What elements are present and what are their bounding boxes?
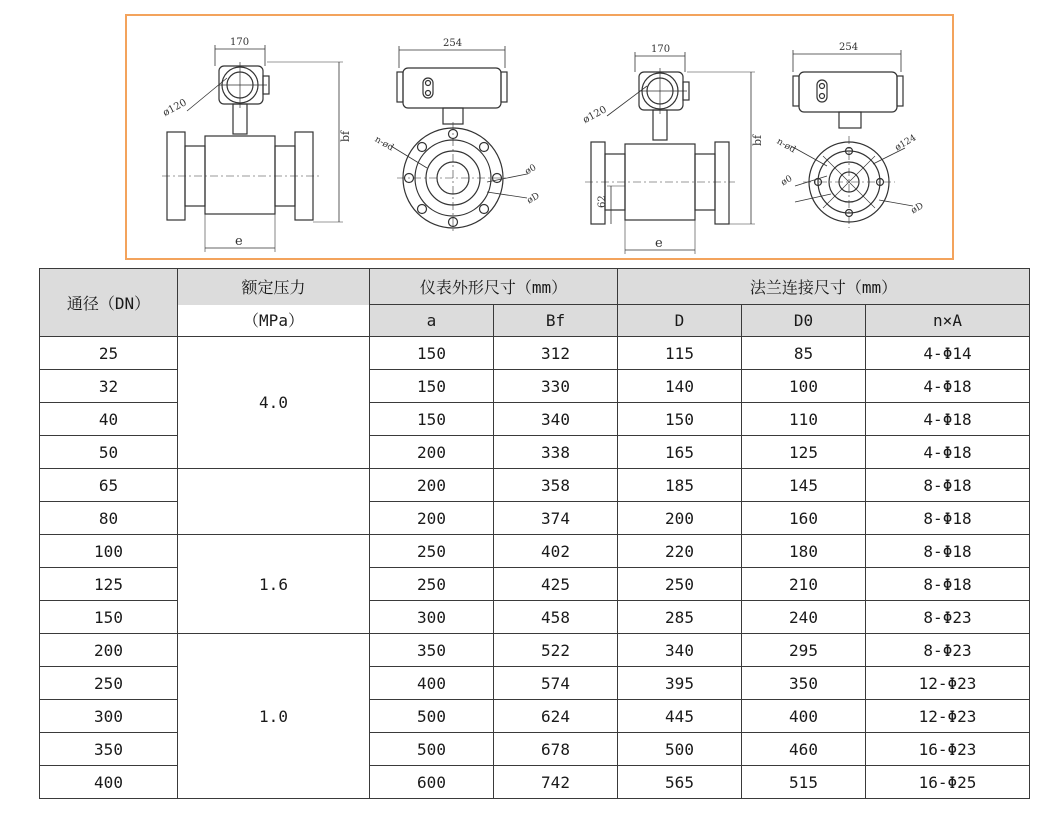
cell-d: 140 xyxy=(618,370,742,403)
dim-170: 170 xyxy=(230,37,250,48)
cell-d0: 160 xyxy=(742,502,866,535)
cell-a: 250 xyxy=(370,568,494,601)
dim-d0: ø0 xyxy=(523,162,539,178)
cell-d0: 180 xyxy=(742,535,866,568)
drawing-view-integral-front xyxy=(373,38,542,234)
header-bf: Bf xyxy=(494,305,618,337)
table-row xyxy=(40,469,1030,502)
cell-pressure: 1.0 xyxy=(178,634,370,799)
cell-nxa: 16-Φ23 xyxy=(866,733,1030,766)
cell-dn: 50 xyxy=(40,436,178,469)
cell-bf: 458 xyxy=(494,601,618,634)
cell-a: 150 xyxy=(370,370,494,403)
cell-bf: 425 xyxy=(494,568,618,601)
cell-d0: 100 xyxy=(742,370,866,403)
cell-bf: 624 xyxy=(494,700,618,733)
dimension-spec-table xyxy=(39,268,1030,799)
dim-bf: bf xyxy=(339,130,352,142)
cell-a: 300 xyxy=(370,601,494,634)
cell-bf: 330 xyxy=(494,370,618,403)
dim-holes: n-ød xyxy=(372,134,396,154)
cell-nxa: 8-Φ18 xyxy=(866,535,1030,568)
cell-bf: 312 xyxy=(494,337,618,370)
cell-nxa: 8-Φ18 xyxy=(866,502,1030,535)
cell-dn: 80 xyxy=(40,502,178,535)
cell-d0: 350 xyxy=(742,667,866,700)
dim-dia-120-b: ø120 xyxy=(581,104,609,126)
cell-d: 185 xyxy=(618,469,742,502)
dimension-drawing-panel xyxy=(125,14,954,260)
cell-nxa: 4-Φ18 xyxy=(866,370,1030,403)
cell-bf: 574 xyxy=(494,667,618,700)
table-row xyxy=(40,337,1030,370)
cell-nxa: 4-Φ14 xyxy=(866,337,1030,370)
header-nxa: n×A xyxy=(866,305,1030,337)
cell-d: 220 xyxy=(618,535,742,568)
table-row xyxy=(40,535,1030,568)
table-row xyxy=(40,634,1030,667)
cell-d0: 85 xyxy=(742,337,866,370)
cell-d0: 400 xyxy=(742,700,866,733)
cell-a: 600 xyxy=(370,766,494,799)
cell-d: 340 xyxy=(618,634,742,667)
cell-a: 200 xyxy=(370,502,494,535)
cell-dn: 40 xyxy=(40,403,178,436)
cell-nxa: 12-Φ23 xyxy=(866,667,1030,700)
dimension-drawing xyxy=(127,16,952,258)
header-flange-size: 法兰连接尺寸（mm） xyxy=(618,269,1030,305)
cell-a: 200 xyxy=(370,469,494,502)
header-pressure-label: 额定压力 xyxy=(241,277,306,297)
cell-a: 250 xyxy=(370,535,494,568)
cell-d: 200 xyxy=(618,502,742,535)
dim-dd-b: øD xyxy=(909,201,926,217)
cell-bf: 358 xyxy=(494,469,618,502)
dim-dia-120: ø120 xyxy=(161,97,189,119)
cell-d0: 295 xyxy=(742,634,866,667)
cell-a: 200 xyxy=(370,436,494,469)
dim-e-b: e xyxy=(655,236,663,251)
cell-nxa: 16-Φ25 xyxy=(866,766,1030,799)
cell-dn: 125 xyxy=(40,568,178,601)
cell-dn: 350 xyxy=(40,733,178,766)
header-a: a xyxy=(370,305,494,337)
cell-a: 150 xyxy=(370,403,494,436)
dim-254-b: 254 xyxy=(839,42,859,53)
cell-d0: 515 xyxy=(742,766,866,799)
cell-a: 150 xyxy=(370,337,494,370)
cell-a: 500 xyxy=(370,733,494,766)
cell-dn: 25 xyxy=(40,337,178,370)
cell-nxa: 4-Φ18 xyxy=(866,403,1030,436)
header-d: D xyxy=(618,305,742,337)
cell-d: 445 xyxy=(618,700,742,733)
header-pressure-unit: （MPa） xyxy=(178,305,369,336)
cell-nxa: 4-Φ18 xyxy=(866,436,1030,469)
dim-dd: øD xyxy=(525,191,542,207)
cell-pressure xyxy=(178,469,370,535)
cell-dn: 100 xyxy=(40,535,178,568)
dim-bf-b: bf xyxy=(751,134,764,146)
cell-d: 285 xyxy=(618,601,742,634)
dim-170-b: 170 xyxy=(651,44,671,55)
cell-d0: 125 xyxy=(742,436,866,469)
cell-dn: 32 xyxy=(40,370,178,403)
cell-d: 565 xyxy=(618,766,742,799)
cell-pressure: 1.6 xyxy=(178,535,370,634)
cell-dn: 400 xyxy=(40,766,178,799)
header-pressure xyxy=(178,269,370,337)
header-d0: D0 xyxy=(742,305,866,337)
cell-a: 350 xyxy=(370,634,494,667)
cell-d0: 110 xyxy=(742,403,866,436)
cell-nxa: 8-Φ18 xyxy=(866,568,1030,601)
cell-d0: 240 xyxy=(742,601,866,634)
cell-bf: 338 xyxy=(494,436,618,469)
dim-62: 62 xyxy=(597,195,608,208)
dim-254: 254 xyxy=(443,38,463,49)
cell-bf: 374 xyxy=(494,502,618,535)
dim-d0-b: ø0 xyxy=(779,173,795,189)
cell-d: 165 xyxy=(618,436,742,469)
cell-nxa: 8-Φ18 xyxy=(866,469,1030,502)
cell-dn: 300 xyxy=(40,700,178,733)
cell-d0: 210 xyxy=(742,568,866,601)
cell-d0: 460 xyxy=(742,733,866,766)
dim-dia-124: ø124 xyxy=(893,133,919,154)
cell-bf: 522 xyxy=(494,634,618,667)
header-meter-size: 仪表外形尺寸（mm） xyxy=(370,269,618,305)
header-dn: 通径（DN） xyxy=(40,269,178,337)
cell-nxa: 12-Φ23 xyxy=(866,700,1030,733)
cell-bf: 340 xyxy=(494,403,618,436)
drawing-view-integral-side xyxy=(161,37,352,252)
cell-a: 500 xyxy=(370,700,494,733)
cell-dn: 65 xyxy=(40,469,178,502)
cell-dn: 150 xyxy=(40,601,178,634)
cell-a: 400 xyxy=(370,667,494,700)
cell-bf: 742 xyxy=(494,766,618,799)
header-row-1 xyxy=(40,269,1030,305)
cell-nxa: 8-Φ23 xyxy=(866,601,1030,634)
cell-d: 500 xyxy=(618,733,742,766)
cell-d0: 145 xyxy=(742,469,866,502)
spec-table-body xyxy=(40,337,1030,799)
cell-d: 395 xyxy=(618,667,742,700)
cell-bf: 402 xyxy=(494,535,618,568)
cell-d: 150 xyxy=(618,403,742,436)
dim-holes-b: n-ød xyxy=(774,136,798,156)
cell-nxa: 8-Φ23 xyxy=(866,634,1030,667)
cell-dn: 200 xyxy=(40,634,178,667)
cell-pressure: 4.0 xyxy=(178,337,370,469)
dim-e: e xyxy=(235,234,243,249)
drawing-view-split-side xyxy=(581,44,764,254)
cell-bf: 678 xyxy=(494,733,618,766)
cell-dn: 250 xyxy=(40,667,178,700)
drawing-view-split-front xyxy=(775,42,926,228)
cell-d: 115 xyxy=(618,337,742,370)
cell-d: 250 xyxy=(618,568,742,601)
